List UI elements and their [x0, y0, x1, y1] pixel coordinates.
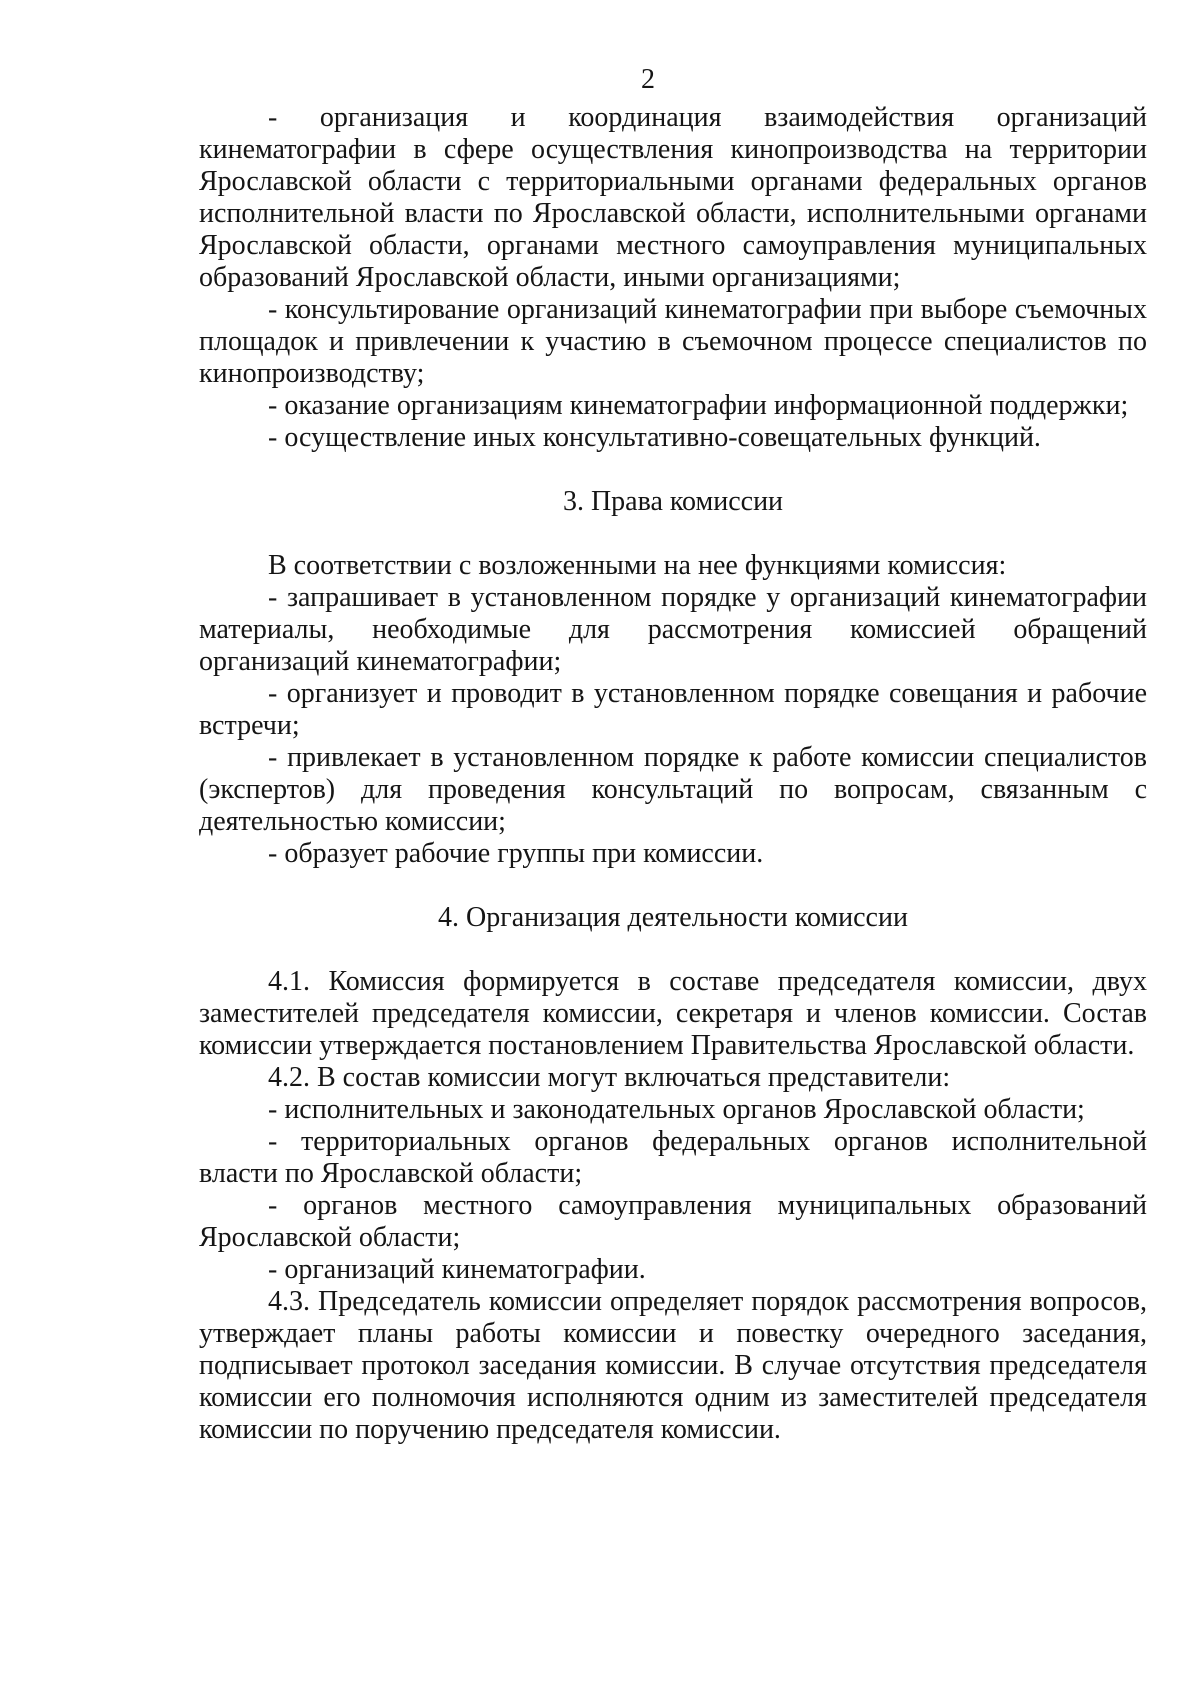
paragraph-function-other: - осуществление иных консультативно-совещательных функций. — [268, 422, 1041, 453]
document-body — [199, 102, 1147, 1446]
paragraph-function-consulting: - консультирование организаций кинематографии при выборе съемочных площадок и привлечении к участию в съемочном процессе специалистов по кинопроизводству; — [199, 294, 1147, 389]
section-4-2-item-cinema: - организаций кинематографии. — [268, 1254, 646, 1285]
paragraph-function-info-support: - оказание организациям кинематографии информационной поддержки; — [268, 390, 1129, 421]
section-3-intro: В соответствии с возложенными на нее функциями комиссия: — [268, 550, 1007, 581]
section-3-right-working-groups: - образует рабочие группы при комиссии. — [268, 838, 764, 869]
section-4-3: 4.3. Председатель комиссии определяет порядок рассмотрения вопросов, утверждает планы работы комиссии и повестку очередного заседания, подписывает протокол заседания комиссии. В случае отсутствия председателя комиссии его полномочия исполняются одним из заместителей председателя комиссии по поручению председателя комиссии. — [199, 1286, 1147, 1445]
page-number: 2 — [641, 64, 655, 95]
section-4-2: 4.2. В состав комиссии могут включаться представители: — [268, 1062, 951, 1093]
section-4-2-item-executive: - исполнительных и законодательных органов Ярославской области; — [268, 1094, 1085, 1125]
section-3-right-meetings: - организует и проводит в установленном порядке совещания и рабочие встречи; — [199, 678, 1147, 741]
section-4-1: 4.1. Комиссия формируется в составе председателя комиссии, двух заместителей председателя комиссии, секретаря и членов комиссии. Состав комиссии утверждается постановлением Правительства Ярославской области. — [199, 966, 1147, 1061]
section-4-heading: 4. Организация деятельности комиссии — [438, 902, 908, 933]
section-4-2-item-local: - органов местного самоуправления муниципальных образований Ярославской области; — [199, 1190, 1147, 1253]
section-3-right-request: - запрашивает в установленном порядке у организаций кинематографии материалы, необходимые для рассмотрения комиссией обращений организаций кинематографии; — [199, 582, 1147, 677]
section-4-2-item-territorial: - территориальных органов федеральных органов исполнительной власти по Ярославской области; — [199, 1126, 1147, 1189]
section-3-right-experts: - привлекает в установленном порядке к работе комиссии специалистов (экспертов) для проведения консультаций по вопросам, связанным с деятельностью комиссии; — [199, 742, 1147, 837]
paragraph-function-coordination: - организация и координация взаимодействия организаций кинематографии в сфере осуществления кинопроизводства на территории Ярославской области с территориальными органами федеральных органов исполнительной власти по Ярославской области, исполнительными органами Ярославской области, органами местного самоуправления муниципальных образований Ярославской области, иными организациями; — [199, 102, 1147, 293]
section-3-heading: 3. Права комиссии — [562, 486, 784, 517]
